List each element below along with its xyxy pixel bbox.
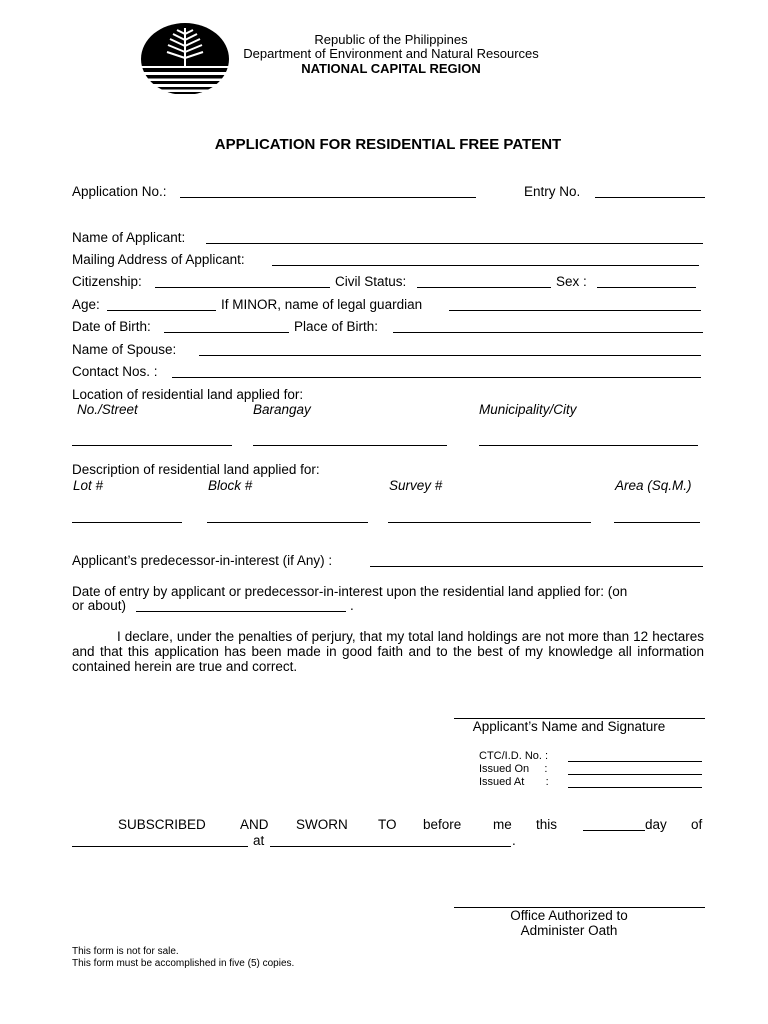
- office-line1: Office Authorized to: [510, 908, 628, 923]
- description-area-field[interactable]: [614, 522, 700, 523]
- place-of-birth-field[interactable]: [393, 332, 703, 333]
- sworn-word-day: day: [645, 817, 667, 832]
- guardian-field[interactable]: [449, 310, 701, 311]
- location-barangay-field[interactable]: [253, 445, 447, 446]
- form-title: APPLICATION FOR RESIDENTIAL FREE PATENT: [214, 136, 562, 153]
- date-entry-prefix: or about): [72, 598, 127, 613]
- sworn-day-field[interactable]: [583, 830, 645, 831]
- sworn-word-this: this: [536, 817, 558, 832]
- description-survey-label: Survey #: [389, 478, 443, 493]
- header-region: NATIONAL CAPITAL REGION: [301, 61, 481, 76]
- sworn-place-field[interactable]: [270, 846, 511, 847]
- date-entry-line1: Date of entry by applicant or predecessor-in-interest upon the residential land applied for: (on: [72, 584, 628, 599]
- age-field[interactable]: [107, 310, 216, 311]
- description-area-label: Area (Sq.M.): [615, 478, 692, 493]
- office-line2: Administer Oath: [520, 923, 618, 938]
- age-label: Age:: [72, 297, 100, 312]
- name-spouse-label: Name of Spouse:: [72, 342, 177, 357]
- sworn-word-of: of: [691, 817, 703, 832]
- ctc-field[interactable]: [568, 761, 702, 762]
- entry-no-field[interactable]: [595, 197, 705, 198]
- applicant-signature-label: Applicant’s Name and Signature: [472, 719, 666, 734]
- description-lot-label: Lot #: [73, 478, 104, 493]
- mailing-address-label: Mailing Address of Applicant:: [72, 252, 245, 267]
- description-survey-field[interactable]: [388, 522, 591, 523]
- guardian-label: If MINOR, name of legal guardian: [221, 297, 423, 312]
- name-applicant-field[interactable]: [206, 243, 703, 244]
- location-municipality-field[interactable]: [479, 445, 698, 446]
- application-no-label: Application No.:: [72, 184, 167, 199]
- sworn-month-field[interactable]: [72, 846, 248, 847]
- description-block-label: Block #: [208, 478, 253, 493]
- footer-note-sale: This form is not for sale.: [72, 946, 179, 957]
- date-of-birth-field[interactable]: [164, 332, 289, 333]
- footer-note-copies: This form must be accomplished in five (5) copies.: [72, 958, 295, 969]
- name-applicant-label: Name of Applicant:: [72, 230, 186, 245]
- location-barangay-label: Barangay: [253, 402, 311, 417]
- sworn-word-before: before: [423, 817, 462, 832]
- denr-logo-icon: [140, 22, 230, 96]
- issued-at-label: Issued At :: [479, 776, 549, 788]
- sworn-end-period: .: [512, 833, 516, 848]
- application-no-field[interactable]: [180, 197, 476, 198]
- predecessor-label: Applicant’s predecessor-in-interest (if Any) :: [72, 553, 333, 568]
- sworn-word-to: TO: [378, 817, 397, 832]
- civil-status-label: Civil Status:: [335, 274, 407, 289]
- location-heading: Location of residential land applied for:: [72, 387, 304, 402]
- contact-nos-field[interactable]: [172, 377, 701, 378]
- location-street-field[interactable]: [72, 445, 232, 446]
- date-entry-field[interactable]: [136, 611, 346, 612]
- citizenship-field[interactable]: [155, 287, 330, 288]
- description-heading: Description of residential land applied for:: [72, 462, 320, 477]
- contact-nos-label: Contact Nos. :: [72, 364, 158, 379]
- sworn-word-sworn: SWORN: [296, 817, 348, 832]
- sex-label: Sex :: [556, 274, 587, 289]
- description-block-field[interactable]: [207, 522, 368, 523]
- citizenship-label: Citizenship:: [72, 274, 142, 289]
- issued-on-label: Issued On :: [479, 763, 548, 775]
- description-lot-field[interactable]: [72, 522, 182, 523]
- sworn-word-and: AND: [240, 817, 269, 832]
- header-department: Department of Environment and Natural Resources: [243, 46, 539, 61]
- date-of-birth-label: Date of Birth:: [72, 319, 151, 334]
- name-spouse-field[interactable]: [199, 355, 701, 356]
- sworn-word-me: me: [493, 817, 512, 832]
- entry-no-label: Entry No.: [524, 184, 581, 199]
- sworn-word-at: at: [253, 833, 265, 848]
- issued-at-field[interactable]: [568, 787, 702, 788]
- issued-on-field[interactable]: [568, 774, 702, 775]
- date-entry-suffix: .: [350, 598, 354, 613]
- location-municipality-label: Municipality/City: [479, 402, 577, 417]
- civil-status-field[interactable]: [417, 287, 551, 288]
- sex-field[interactable]: [597, 287, 696, 288]
- declaration-paragraph: I declare, under the penalties of perjury, that my total land holdings are not more than 12 hectares and that this application has been made in good faith and to the best of my knowledge all information contained herein are true and correct.: [72, 629, 704, 674]
- sworn-word-subscribed: SUBSCRIBED: [118, 817, 206, 832]
- place-of-birth-label: Place of Birth:: [294, 319, 379, 334]
- predecessor-field[interactable]: [370, 566, 703, 567]
- header-republic: Republic of the Philippines: [314, 32, 468, 47]
- location-street-label: No./Street: [77, 402, 138, 417]
- ctc-label: CTC/I.D. No. :: [479, 750, 549, 762]
- mailing-address-field[interactable]: [272, 265, 699, 266]
